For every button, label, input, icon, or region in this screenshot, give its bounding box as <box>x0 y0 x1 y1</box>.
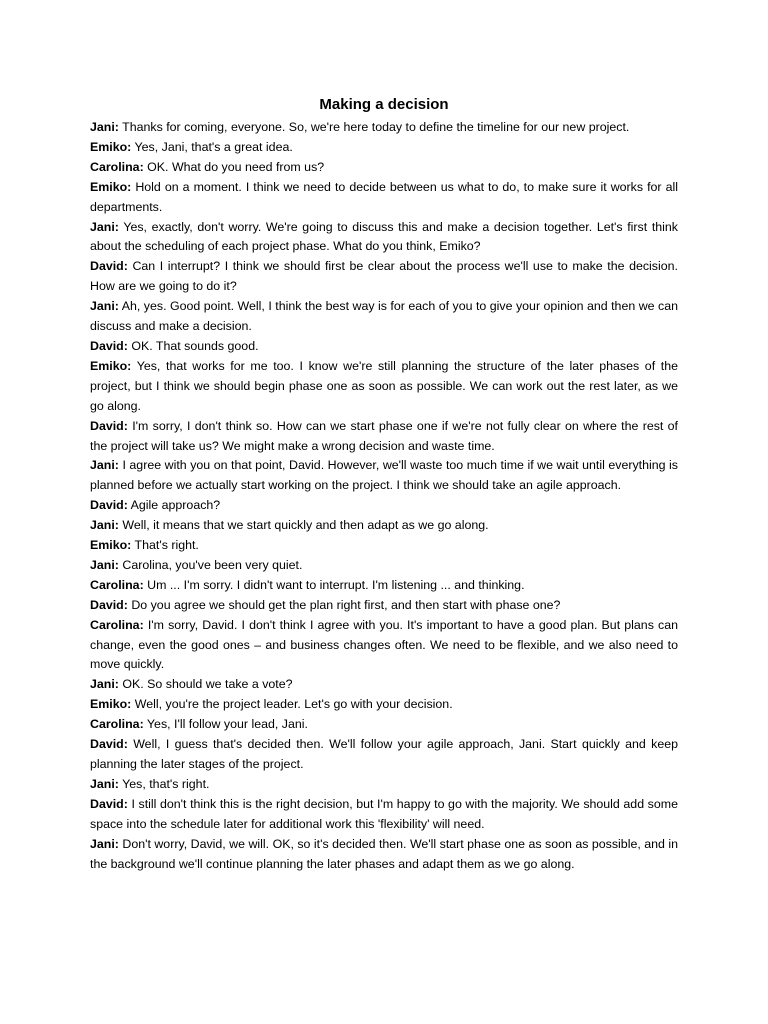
dialogue-line <box>90 257 678 297</box>
dialogue <box>90 118 678 874</box>
speaker-name: Emiko: <box>90 139 132 154</box>
speaker-name: Carolina: <box>90 577 144 592</box>
line-text: I agree with you on that point, David. However, we'll waste too much time if we wait until everything is planned before we actually start working on the project. I think we should take an agile approach. <box>90 458 678 493</box>
dialogue-line <box>90 297 678 337</box>
speaker-name: Jani: <box>90 219 119 234</box>
speaker-name: Carolina: <box>90 617 144 632</box>
dialogue-line <box>90 795 678 835</box>
dialogue-line <box>90 775 678 795</box>
dialogue-line <box>90 715 678 735</box>
dialogue-line <box>90 158 678 178</box>
speaker-name: Jani: <box>90 299 119 314</box>
dialogue-line <box>90 218 678 258</box>
line-text: That's right. <box>134 538 199 553</box>
line-text: OK. So should we take a vote? <box>122 677 293 692</box>
speaker-name: Jani: <box>90 120 119 134</box>
document-title: Making a decision <box>319 96 449 113</box>
line-text: OK. What do you need from us? <box>147 159 325 174</box>
speaker-name: Emiko: <box>90 179 132 194</box>
speaker-name: David: <box>90 338 128 353</box>
dialogue-line <box>90 516 678 536</box>
dialogue-line <box>90 496 678 516</box>
dialogue-line <box>90 695 678 715</box>
speaker-name: David: <box>90 259 128 274</box>
line-text: Um ... I'm sorry. I didn't want to interrupt. I'm listening ... and thinking. <box>147 577 525 592</box>
speaker-name: Jani: <box>90 677 119 692</box>
line-text: Well, I guess that's decided then. We'll follow your agile approach, Jani. Start quickly and keep planning the later stages of the project. <box>90 737 678 771</box>
speaker-name: Emiko: <box>90 538 132 553</box>
dialogue-line <box>90 596 678 616</box>
speaker-name: Carolina: <box>90 717 144 732</box>
speaker-name: Jani: <box>90 836 119 851</box>
speaker-name: Jani: <box>90 458 119 473</box>
line-text: Agile approach? <box>130 498 221 513</box>
line-text: Yes, that's right. <box>122 776 210 791</box>
speaker-name: Emiko: <box>90 697 132 712</box>
speaker-name: David: <box>90 796 128 811</box>
line-text: I'm sorry, David. I don't think I agree with you. It's important to have a good plan. But plans can change, even the good ones – and business changes often. We need to be flexible, and we also need to move quickly. <box>90 617 678 672</box>
dialogue-line <box>90 536 678 556</box>
dialogue-line <box>90 556 678 576</box>
line-text: Hold on a moment. I think we need to decide between us what to do, to make sure it works for all departments. <box>90 179 678 214</box>
line-text: I still don't think this is the right decision, but I'm happy to go with the majority. We should add some space into the schedule later for additional work this 'flexibility' will need. <box>90 796 678 831</box>
line-text: Yes, Jani, that's a great idea. <box>134 139 293 154</box>
dialogue-line <box>90 735 678 775</box>
speaker-name: Jani: <box>90 776 119 791</box>
line-text: Carolina, you've been very quiet. <box>122 557 303 572</box>
line-text: Can I interrupt? I think we should first be clear about the process we'll use to make the decision. How are we going to do it? <box>90 259 678 294</box>
speaker-name: Jani: <box>90 557 119 572</box>
line-text: Well, you're the project leader. Let's go with your decision. <box>134 697 453 712</box>
speaker-name: David: <box>90 418 128 433</box>
dialogue-line <box>90 675 678 695</box>
line-text: OK. That sounds good. <box>131 338 259 353</box>
dialogue-line <box>90 337 678 357</box>
line-text: I'm sorry, I don't think so. How can we start phase one if we're not fully clear on where the rest of the project will take us? We might make a wrong decision and waste time. <box>90 418 679 453</box>
speaker-name: Carolina: <box>90 159 144 174</box>
dialogue-line <box>90 576 678 596</box>
speaker-name: David: <box>90 737 128 752</box>
dialogue-line <box>90 178 678 218</box>
line-text: Yes, that works for me too. I know we're still planning the structure of the later phases of the project, but I think we should begin phase one as soon as possible. We can work out the rest later, as we go along. <box>90 358 678 413</box>
line-text: Do you agree we should get the plan right first, and then start with phase one? <box>131 597 561 612</box>
speaker-name: David: <box>90 597 128 612</box>
dialogue-line <box>90 835 678 875</box>
dialogue-line <box>90 118 678 138</box>
document-page <box>90 94 678 874</box>
speaker-name: Emiko: <box>90 358 132 373</box>
line-text: Don't worry, David, we will. OK, so it's decided then. We'll start phase one as soon as possible, and in the background we'll continue planning the later phases and adapt them as we go along. <box>90 836 678 871</box>
line-text: Yes, I'll follow your lead, Jani. <box>146 717 308 732</box>
speaker-name: Jani: <box>90 518 119 533</box>
speaker-name: David: <box>90 498 128 513</box>
line-text: Thanks for coming, everyone. So, we're here today to define the timeline for our new project. <box>122 120 630 134</box>
dialogue-line <box>90 456 678 496</box>
dialogue-line <box>90 138 678 158</box>
dialogue-line <box>90 616 678 676</box>
dialogue-line <box>90 357 678 417</box>
dialogue-line <box>90 417 678 457</box>
line-text: Well, it means that we start quickly and then adapt as we go along. <box>122 518 489 533</box>
line-text: Yes, exactly, don't worry. We're going to discuss this and make a decision together. Let's first think about the scheduling of each project phase. What do you think, Emiko? <box>90 219 679 254</box>
line-text: Ah, yes. Good point. Well, I think the best way is for each of you to give your opinion and then we can discuss and make a decision. <box>90 299 678 334</box>
